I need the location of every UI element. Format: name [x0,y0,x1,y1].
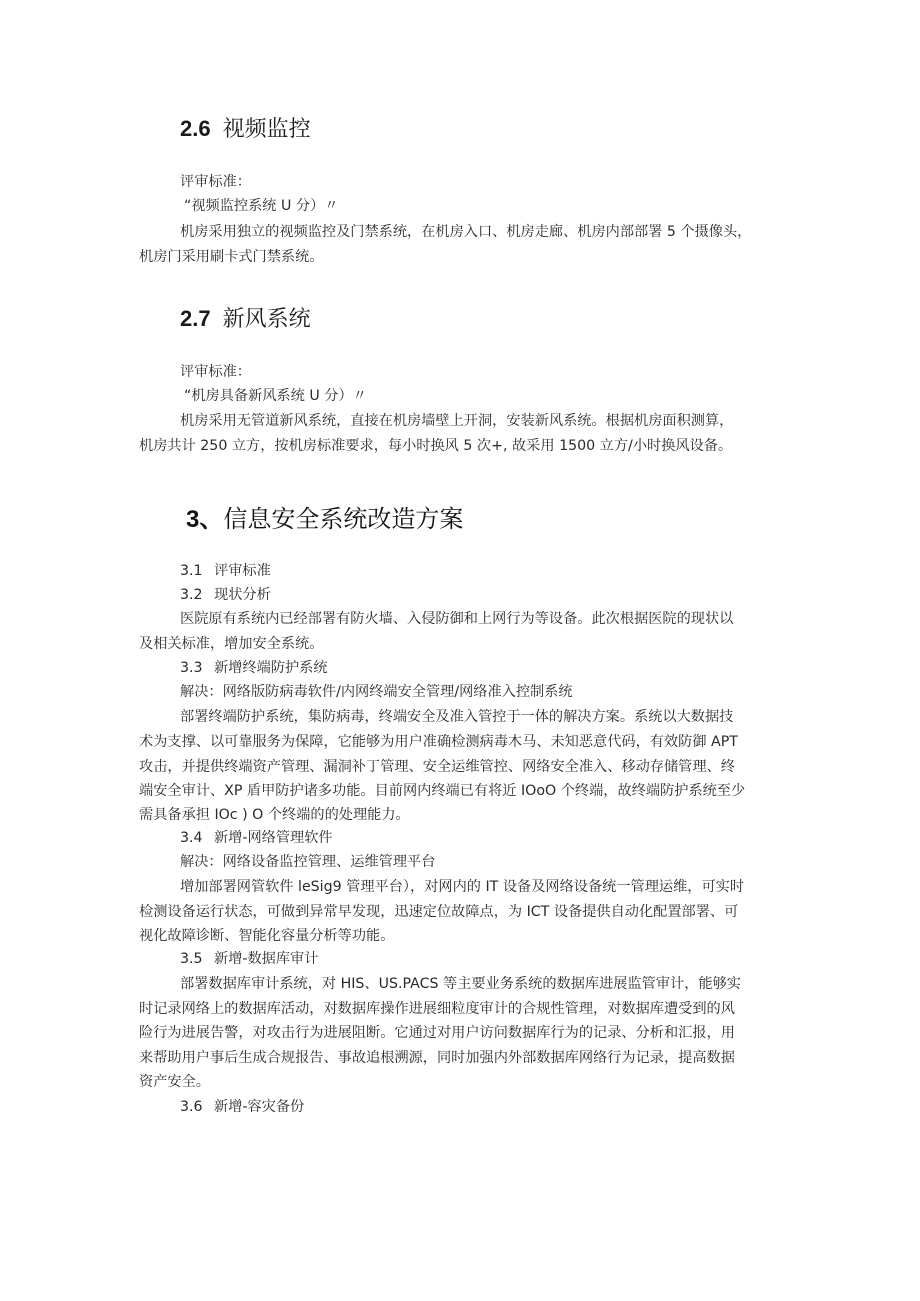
paragraph-line: 检测设备运行状态，可做到异常早发现，迅速定位故障点，为 ICT 设备提供自动化配置部署、可 [139,904,739,920]
paragraph-line: 机房门采用刷卡式门禁系统。 [139,249,324,265]
paragraph-line: 机房共计 250 立方，按机房标准要求，每小时换风 5 次+, 故采用 1500 立方/小时换风设备。 [139,438,733,454]
paragraph-line: 术为支撑、以可靠服务为保障，它能够为用户准确检测病毒木马、未知恶意代码，有效防御 APT [139,734,738,750]
paragraph-line: 增加部署网管软件 leSig9 管理平台），对网内的 IT 设备及网络设备统一管理运维，可实时 [180,879,745,895]
criteria-quote: “视频监控系统 U 分）〃 [184,198,339,214]
subsection-number: 3.4 [180,830,203,846]
criteria-label: 评审标准： [180,174,251,190]
subsection-number: 3.5 [180,951,203,967]
subsection-number: 3.3 [180,660,203,676]
section-2-6-heading [180,112,311,143]
paragraph-line: 资产安全。 [139,1074,210,1090]
subsection-label: 新增-容灾备份 [214,1099,305,1115]
paragraph-line: 视化故障诊断、智能化容量分析等功能。 [139,928,395,944]
section-number: 3、 [186,506,224,533]
paragraph-line: 端安全审计、XP 盾甲防护诸多功能。目前网内终端已有将近 IOoO 个终端，故终端防护系统至少 [139,783,746,799]
subsection-label: 评审标准 [214,563,271,579]
section-title: 视频监控 [222,117,311,142]
paragraph-line: 部署数据库审计系统，对 HIS、US.PACS 等主要业务系统的数据库进展监管审计，能够实 [180,976,741,992]
criteria-label: 评审标准： [180,364,251,380]
subsection-3-1 [180,559,271,583]
paragraph-line: 机房采用独立的视频监控及门禁系统，在机房入口、机房走廊、机房内部部署 5 个摄像头， [180,224,752,240]
subsection-label: 现状分析 [214,587,271,603]
criteria-quote: “机房具备新风系统 U 分）〃 [184,388,367,404]
paragraph-line: 攻击，并提供终端资产管理、漏洞补丁管理、安全运维管控、网络安全准入、移动存储管理、终 [139,759,735,775]
subsection-3-4 [180,826,333,850]
subsection-3-5 [180,947,318,971]
subsection-label: 新增-数据库审计 [214,951,319,967]
section-number: 2.7 [180,306,211,331]
section-title: 信息安全系统改造方案 [223,505,464,533]
subsection-3-3 [180,656,328,680]
section-2-7-heading [180,302,311,333]
paragraph-line: 险行为进展告警，对攻击行为进展阻断。它通过对用户访问数据库行为的记录、分析和汇报，用 [139,1025,735,1041]
paragraph-line: 时记录网络上的数据库活动，对数据库操作进展细粒度审计的合规性管理，对数据库遭受到的风 [139,1001,735,1017]
paragraph-line: 部署终端防护系统，集防病毒，终端安全及准入管控于一体的解决方案。系统以大数据技 [180,709,734,725]
subsection-number: 3.1 [180,563,203,579]
paragraph-line: 需具备承担 IOc ) O 个终端的的处理能力。 [139,807,410,823]
section-3-heading [186,499,463,534]
subsection-3-6 [180,1095,304,1119]
section-title: 新风系统 [222,307,311,332]
subsection-number: 3.6 [180,1099,203,1115]
subsection-number: 3.2 [180,587,203,603]
paragraph-line: 及相关标准，增加安全系统。 [139,636,324,652]
paragraph-line: 机房采用无管道新风系统，直接在机房墙壁上开洞，安装新风系统。根据机房面积测算， [180,413,734,429]
subsection-3-2 [180,583,271,607]
section-number: 2.6 [180,116,211,141]
paragraph-line: 医院原有系统内已经部署有防火墙、入侵防御和上网行为等设备。此次根据医院的现状以 [180,611,734,627]
subsection-label: 新增终端防护系统 [214,660,328,676]
solution-line: 解决：网络版防病毒软件/内网终端安全管理/网络准入控制系统 [180,684,573,700]
solution-line: 解决：网络设备监控管理、运维管理平台 [180,854,436,870]
paragraph-line: 来帮助用户事后生成合规报告、事故追根溯源，同时加强内外部数据库网络行为记录，提高数据 [139,1050,735,1066]
subsection-label: 新增-网络管理软件 [214,830,333,846]
